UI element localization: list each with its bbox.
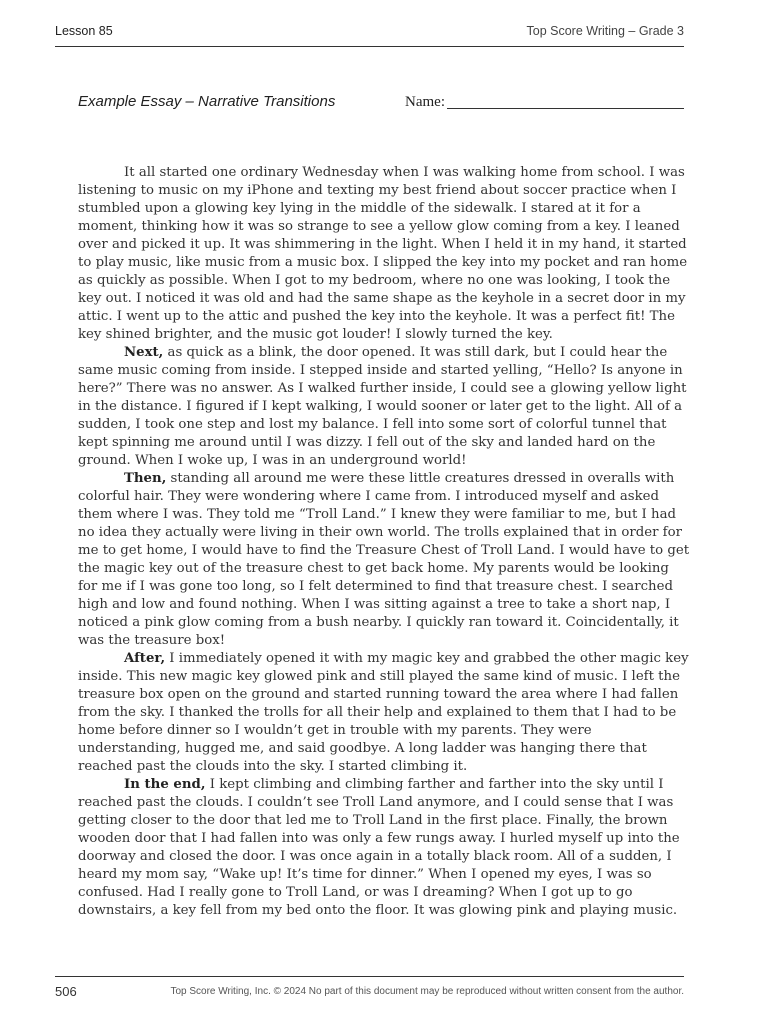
page-header	[55, 22, 684, 42]
transition-word: After,	[124, 651, 166, 666]
essay-title-row	[78, 93, 684, 115]
essay-paragraph	[78, 650, 690, 776]
essay-paragraph	[78, 344, 690, 470]
page-number: 506	[55, 984, 77, 999]
transition-word: Then,	[124, 471, 167, 486]
footer-divider	[55, 976, 684, 977]
paragraph-text: I kept climbing and climbing farther and farther into the sky until I reached past the clouds. I couldn’t see Troll Land anymore, and I could sense that I was getting closer to the door that led me to Troll Land in the first place. Finally, the brown wooden door that I had fallen into was only a few rungs away. I hurled myself up into the doorway and closed the door. I was once again in a totally black room. All of a sudden, I heard my mom say, “Wake up! It’s time for dinner.” When I opened my eyes, I was so confused. Had I really gone to Troll Land, or was I dreaming? When I got up to go downstairs, a key fell from my bed onto the floor. It was glowing pink and playing music.	[78, 777, 680, 918]
paragraph-text: It all started one ordinary Wednesday when I was walking home from school. I was listening to music on my iPhone and texting my best friend about soccer practice when I stumbled upon a glowing key lying in the middle of the sidewalk. I stared at it for a moment, thinking how it was so strange to see a yellow glow coming from a key. I leaned over and picked it up. It was shimmering in the light. When I held it in my hand, it started to play music, like music from a music box. I slipped the key into my pocket and ran home as quickly as possible. When I got to my bedroom, where no one was looking, I took the key out. I noticed it was old and had the same shape as the keyhole in a secret door in my attic. I went up to the attic and pushed the key into the keyhole. It was a perfect fit! The key shined brighter, and the music got louder! I slowly turned the key.	[78, 165, 688, 342]
paragraph-text: I immediately opened it with my magic key and grabbed the other magic key inside. This new magic key glowed pink and still played the same kind of music. I left the treasure box open on the ground and started running toward the area where I had fallen from the sky. I thanked the trolls for all their help and explained to them that I had to be home before dinner so I wouldn’t get in trouble with my parents. They were understanding, hugged me, and said goodbye. A long ladder was hanging there that reached past the clouds into the sky. I started climbing it.	[78, 651, 689, 774]
copyright-notice: Top Score Writing, Inc. © 2024 No part of this document may be reproduced without written consent from the author.	[170, 986, 684, 997]
header-divider	[55, 46, 684, 47]
essay-title: Example Essay – Narrative Transitions	[78, 93, 336, 110]
essay-paragraph	[78, 776, 690, 920]
transition-word: In the end,	[124, 777, 206, 792]
essay-body	[78, 164, 690, 920]
paragraph-text: as quick as a blink, the door opened. It was still dark, but I could hear the same music coming from inside. I stepped inside and started yelling, “Hello? Is anyone in here?” There was no answer. As I walked further inside, I could see a glowing yellow light in the distance. I figured if I kept walking, I would sooner or later get to the light. All of a sudden, I took one step and lost my balance. I fell into some sort of colorful tunnel that kept spinning me around until I was dizzy. I fell out of the sky and landed hard on the ground. When I woke up, I was in an underground world!	[78, 345, 687, 468]
lesson-label: Lesson 85	[55, 24, 113, 38]
essay-paragraph	[78, 164, 690, 344]
paragraph-text: standing all around me were these little creatures dressed in overalls with colorful hair. They were wondering where I came from. I introduced myself and asked them where I was. They told me “Troll Land.” I knew they were familiar to me, but I had no idea they actually were living in their own world. The trolls explained that in order for me to get home, I would have to find the Treasure Chest of Troll Land. I would have to get the magic key out of the treasure chest to get back home. My parents would be looking for me if I was gone too long, so I felt determined to find that treasure chest. I searched high and low and found nothing. When I was sitting against a tree to take a short nap, I noticed a pink glow coming from a bush nearby. I quickly ran toward it. Coincidentally, it was the treasure box!	[78, 471, 690, 648]
transition-word: Next,	[124, 345, 164, 360]
essay-paragraph	[78, 470, 690, 650]
name-blank-line	[447, 108, 684, 109]
page-footer	[55, 984, 684, 1002]
book-title: Top Score Writing – Grade 3	[526, 24, 684, 38]
name-label: Name:	[405, 94, 445, 110]
